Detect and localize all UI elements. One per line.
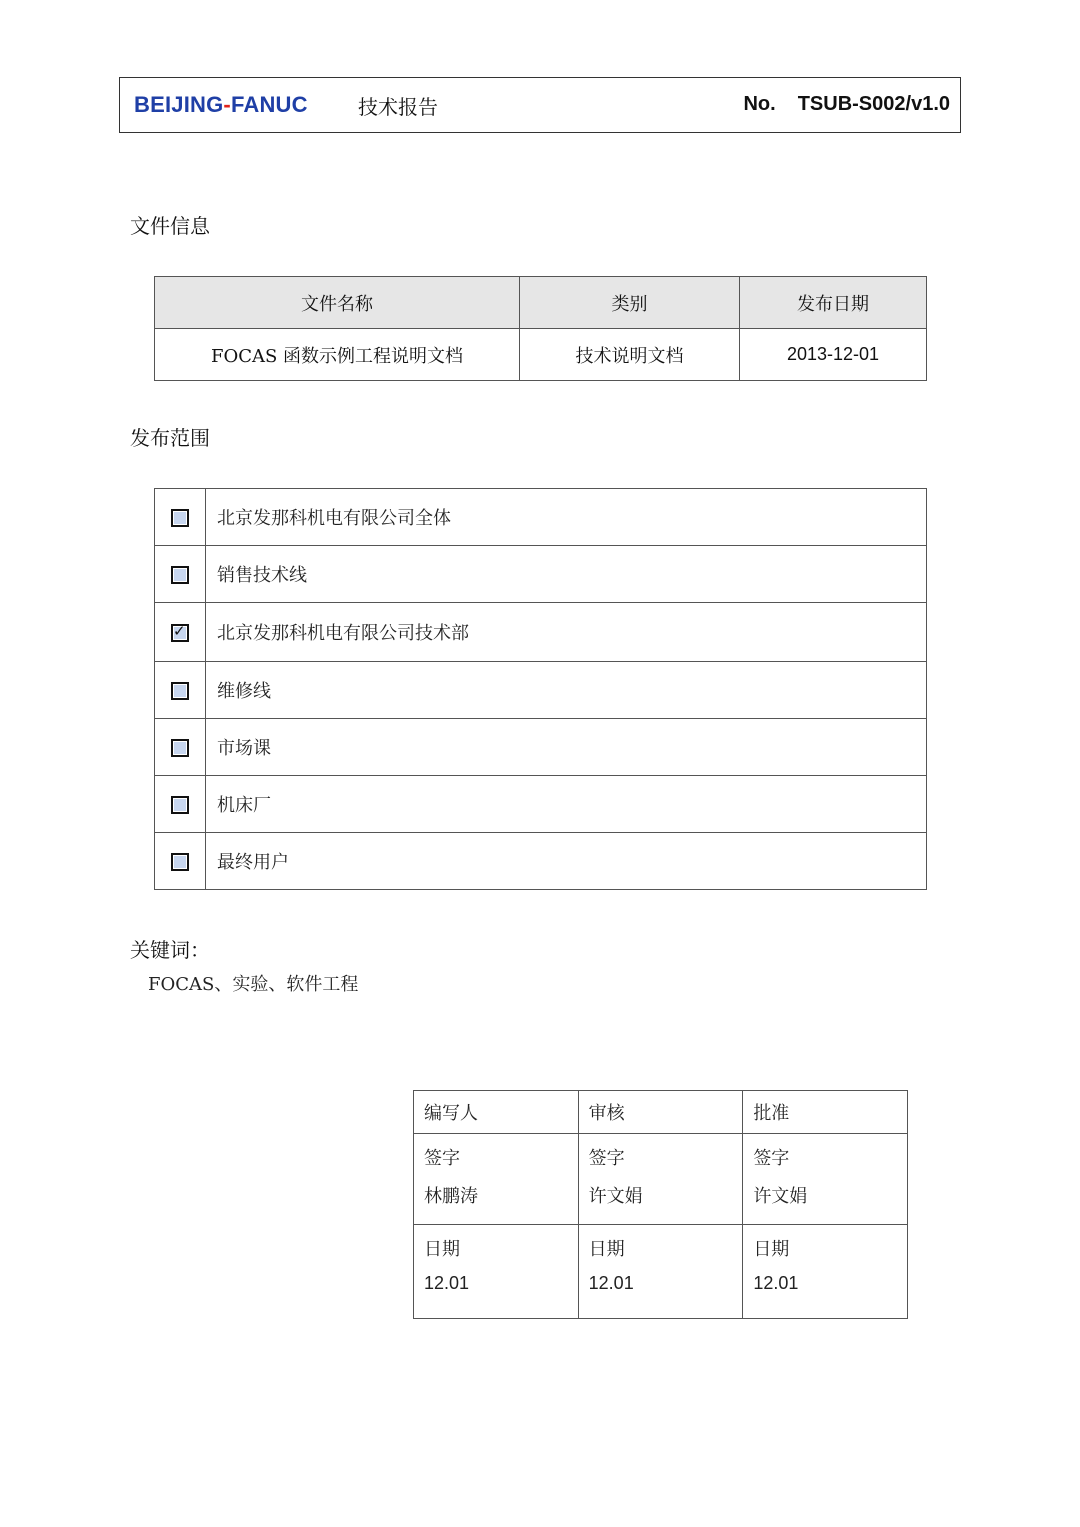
signoff-table (413, 1090, 908, 1319)
header-file-name: 文件名称 (155, 277, 520, 329)
logo-dash: - (223, 92, 231, 117)
scope-row (155, 603, 927, 662)
document-number-value: TSUB-S002/v1.0 (797, 93, 950, 115)
sign-label: 签字 (588, 1148, 625, 1169)
logo-text-beijing: BEIJING (134, 92, 224, 117)
header-reviewer: 审核 (578, 1091, 743, 1134)
scope-title: 发布范围 (130, 426, 210, 450)
scope-label: 市场课 (206, 719, 927, 776)
file-info-table (154, 276, 927, 381)
scope-label: 最终用户 (206, 833, 927, 890)
scope-table (154, 488, 927, 890)
scope-row (155, 489, 927, 546)
date-label: 日期 (424, 1239, 460, 1260)
header-release-date: 发布日期 (740, 277, 927, 329)
sign-date: 12.01 (588, 1273, 634, 1293)
sign-date: 12.01 (753, 1273, 799, 1293)
sign-label: 签字 (753, 1148, 790, 1169)
signer-name: 林鹏涛 (424, 1186, 478, 1207)
checkbox[interactable] (171, 509, 189, 527)
beijing-fanuc-logo (134, 92, 308, 118)
keywords-label: 关键词： (130, 938, 210, 962)
scope-row (155, 776, 927, 833)
signoff-header-row (414, 1091, 908, 1134)
checkbox[interactable] (171, 796, 189, 814)
signer-name: 许文娟 (588, 1186, 643, 1207)
scope-label: 北京发那科机电有限公司全体 (206, 489, 927, 546)
scope-label: 北京发那科机电有限公司技术部 (206, 603, 927, 662)
document-number-label: No. (743, 93, 776, 115)
scope-row (155, 546, 927, 603)
header-category: 类别 (520, 277, 740, 329)
scope-label: 维修线 (206, 662, 927, 719)
logo-text-fanuc: FANUC (230, 92, 308, 117)
document-header (119, 77, 961, 133)
document-number (743, 93, 950, 116)
file-info-header-row (155, 277, 927, 329)
signer-name: 许文娟 (753, 1186, 808, 1207)
checkbox[interactable] (171, 739, 189, 757)
checkbox[interactable] (171, 566, 189, 584)
scope-label: 机床厂 (206, 776, 927, 833)
file-info-title: 文件信息 (130, 214, 210, 238)
scope-row (155, 719, 927, 776)
document-kind: 技术报告 (358, 95, 438, 119)
file-info-row (155, 329, 927, 381)
scope-label: 销售技术线 (206, 546, 927, 603)
checkbox[interactable] (171, 853, 189, 871)
date-label: 日期 (753, 1239, 790, 1260)
signature-row (414, 1134, 908, 1225)
scope-row (155, 662, 927, 719)
header-approver: 批准 (743, 1091, 908, 1134)
checkbox-checked[interactable] (171, 621, 189, 642)
check-icon: ✓ (173, 621, 186, 640)
date-row (414, 1225, 908, 1319)
scope-row (155, 833, 927, 890)
header-author: 编写人 (414, 1091, 579, 1134)
category-cell: 技术说明文档 (520, 329, 740, 381)
keywords-value: FOCAS、实验、软件工程 (148, 974, 359, 995)
checkbox[interactable] (171, 682, 189, 700)
file-name-cell: FOCAS 函数示例工程说明文档 (155, 329, 520, 381)
sign-date: 12.01 (424, 1273, 470, 1293)
date-label: 日期 (588, 1239, 625, 1260)
release-date-cell: 2013-12-01 (740, 329, 927, 381)
sign-label: 签字 (424, 1148, 460, 1169)
